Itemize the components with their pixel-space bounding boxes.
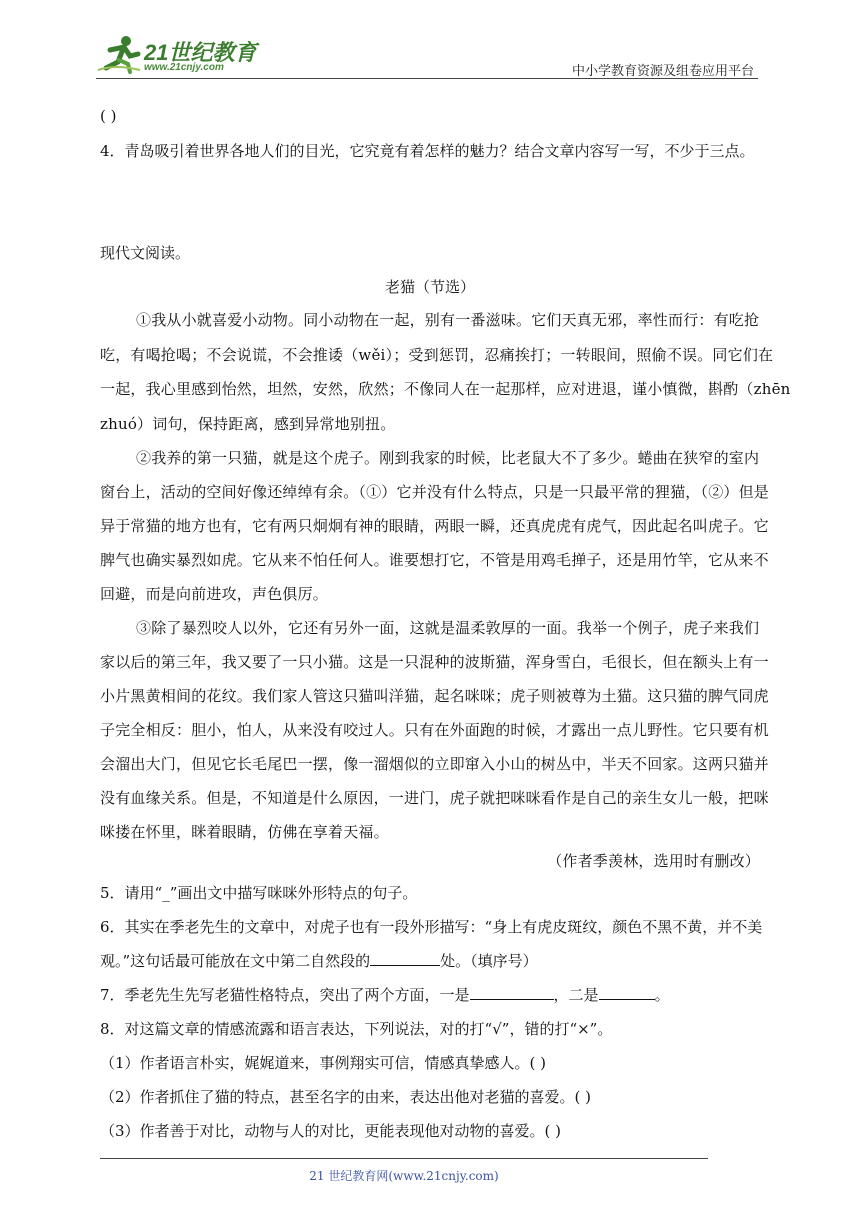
article-line: 回避，而是向前进攻，声色俱厉。 <box>100 585 329 603</box>
article-line: 吃，有喝抢喝；不会说谎，不会推诿（wěi）；受到惩罚，忍痛挨打；一转眼间，照偷不误。同它们在 <box>100 346 774 364</box>
question-6-text-a: 观。”这句话最可能放在文中第二自然段的 <box>100 952 371 970</box>
site-logo[interactable] <box>96 34 266 78</box>
question-7-blank-1[interactable] <box>470 985 554 1000</box>
question-7-text-a: 7．季老先生先写老猫性格特点，突出了两个方面，一是 <box>100 986 470 1004</box>
question-4: 4．青岛吸引着世界各地人们的目光，它究竟有着怎样的魅力？结合文章内容写一写，不少于三点。 <box>100 142 755 160</box>
article-line: 咪搂在怀里，眯着眼睛，仿佛在享着天福。 <box>100 823 389 841</box>
article-line: 会溜出大门，但见它长毛尾巴一摆，像一溜烟似的立即窜入小山的树丛中，半天不回家。这两只猫并 <box>100 755 769 773</box>
logo-text: 21世纪教育 <box>144 40 257 65</box>
page-header <box>96 34 758 80</box>
answer-paren: ( ) <box>100 107 117 125</box>
question-7 <box>100 985 760 1005</box>
section-title: 现代文阅读。 <box>100 244 191 262</box>
article-source: （作者季羡林，选用时有删改） <box>547 852 760 870</box>
footer-link[interactable]: 21 世纪教育网(www.21cnjy.com) <box>309 1169 499 1183</box>
question-5: 5．请用“_”画出文中描写咪咪外形特点的句子。 <box>100 884 418 902</box>
question-8-3: （3）作者善于对比，动物与人的对比，更能表现他对动物的喜爱。( ) <box>100 1122 562 1140</box>
article-line: 一起，我心里感到怡然，坦然，安然，欣然；不像同人在一起那样，应对进退，谨小慎微，斟酌（zhēn <box>100 380 791 398</box>
article-line: 脾气也确实暴烈如虎。它从来不怕任何人。谁要想打它，不管是用鸡毛掸子，还是用竹竿，它从来不 <box>100 551 769 569</box>
question-6-text-b: 处。（填序号） <box>440 952 538 970</box>
article-line: 小片黑黄相间的花纹。我们家人管这只猫叫洋猫，起名咪咪；虎子则被尊为土猫。这只猫的脾气同虎 <box>100 687 769 705</box>
question-7-text-c: 。 <box>654 986 670 1004</box>
article-line: 子完全相反：胆小，怕人，从来没有咬过人。只有在外面跑的时候，才露出一点儿野性。它只要有机 <box>100 721 769 739</box>
article-line: 家以后的第三年，我又要了一只小猫。这是一只混种的波斯猫，浑身雪白，毛很长，但在额头上有一 <box>100 653 769 671</box>
question-8-1: （1）作者语言朴实，娓娓道来，事例翔实可信，情感真挚感人。( ) <box>100 1054 547 1072</box>
article-line: 异于常猫的地方也有，它有两只炯炯有神的眼睛，两眼一瞬，还真虎虎有虎气，因此起名叫虎子。它 <box>100 517 769 535</box>
question-8-2: （2）作者抓住了猫的特点，甚至名字的由来，表达出他对老猫的喜爱。( ) <box>100 1088 592 1106</box>
article-line: ①我从小就喜爱小动物。同小动物在一起，别有一番滋味。它们天真无邪，率性而行：有吃抢 <box>136 311 760 329</box>
question-8: 8．对这篇文章的情感流露和语言表达，下列说法，对的打“√”，错的打“×”。 <box>100 1020 613 1038</box>
runner-logo-icon <box>96 34 144 74</box>
article-line: ③除了暴烈咬人以外，它还有另外一面，这就是温柔敦厚的一面。我举一个例子，虎子来我们 <box>136 619 760 637</box>
platform-tagline: 中小学教育资源及组卷应用平台 <box>571 64 754 79</box>
question-7-text-b: ，二是 <box>553 986 599 1004</box>
article-line: zhuó）词句，保持距离，感到异常地别扭。 <box>100 415 396 433</box>
article-title: 老猫（节选） <box>384 278 475 296</box>
article-line: 没有血缘关系。但是，不知道是什么原因，一进门，虎子就把咪咪看作是自己的亲生女儿一般，把咪 <box>100 789 769 807</box>
question-6-blank[interactable] <box>370 951 440 966</box>
article-line: 窗台上，活动的空间好像还绰绰有余。（①）它并没有什么特点，只是一只最平常的狸猫，（②）但是 <box>100 483 770 501</box>
header-divider <box>96 78 758 79</box>
footer-divider <box>100 1158 708 1159</box>
question-6-line2 <box>100 951 760 971</box>
question-6-line1: 6．其实在季老先生的文章中，对虎子也有一段外形描写：“身上有虎皮斑纹，颜色不黑不黄，并不美 <box>100 918 763 936</box>
question-7-blank-2[interactable] <box>599 985 655 1000</box>
logo-url: www.21cnjy.com <box>144 62 224 73</box>
article-line: ②我养的第一只猫，就是这个虎子。刚到我家的时候，比老鼠大不了多少。蜷曲在狭窄的室内 <box>136 449 760 467</box>
